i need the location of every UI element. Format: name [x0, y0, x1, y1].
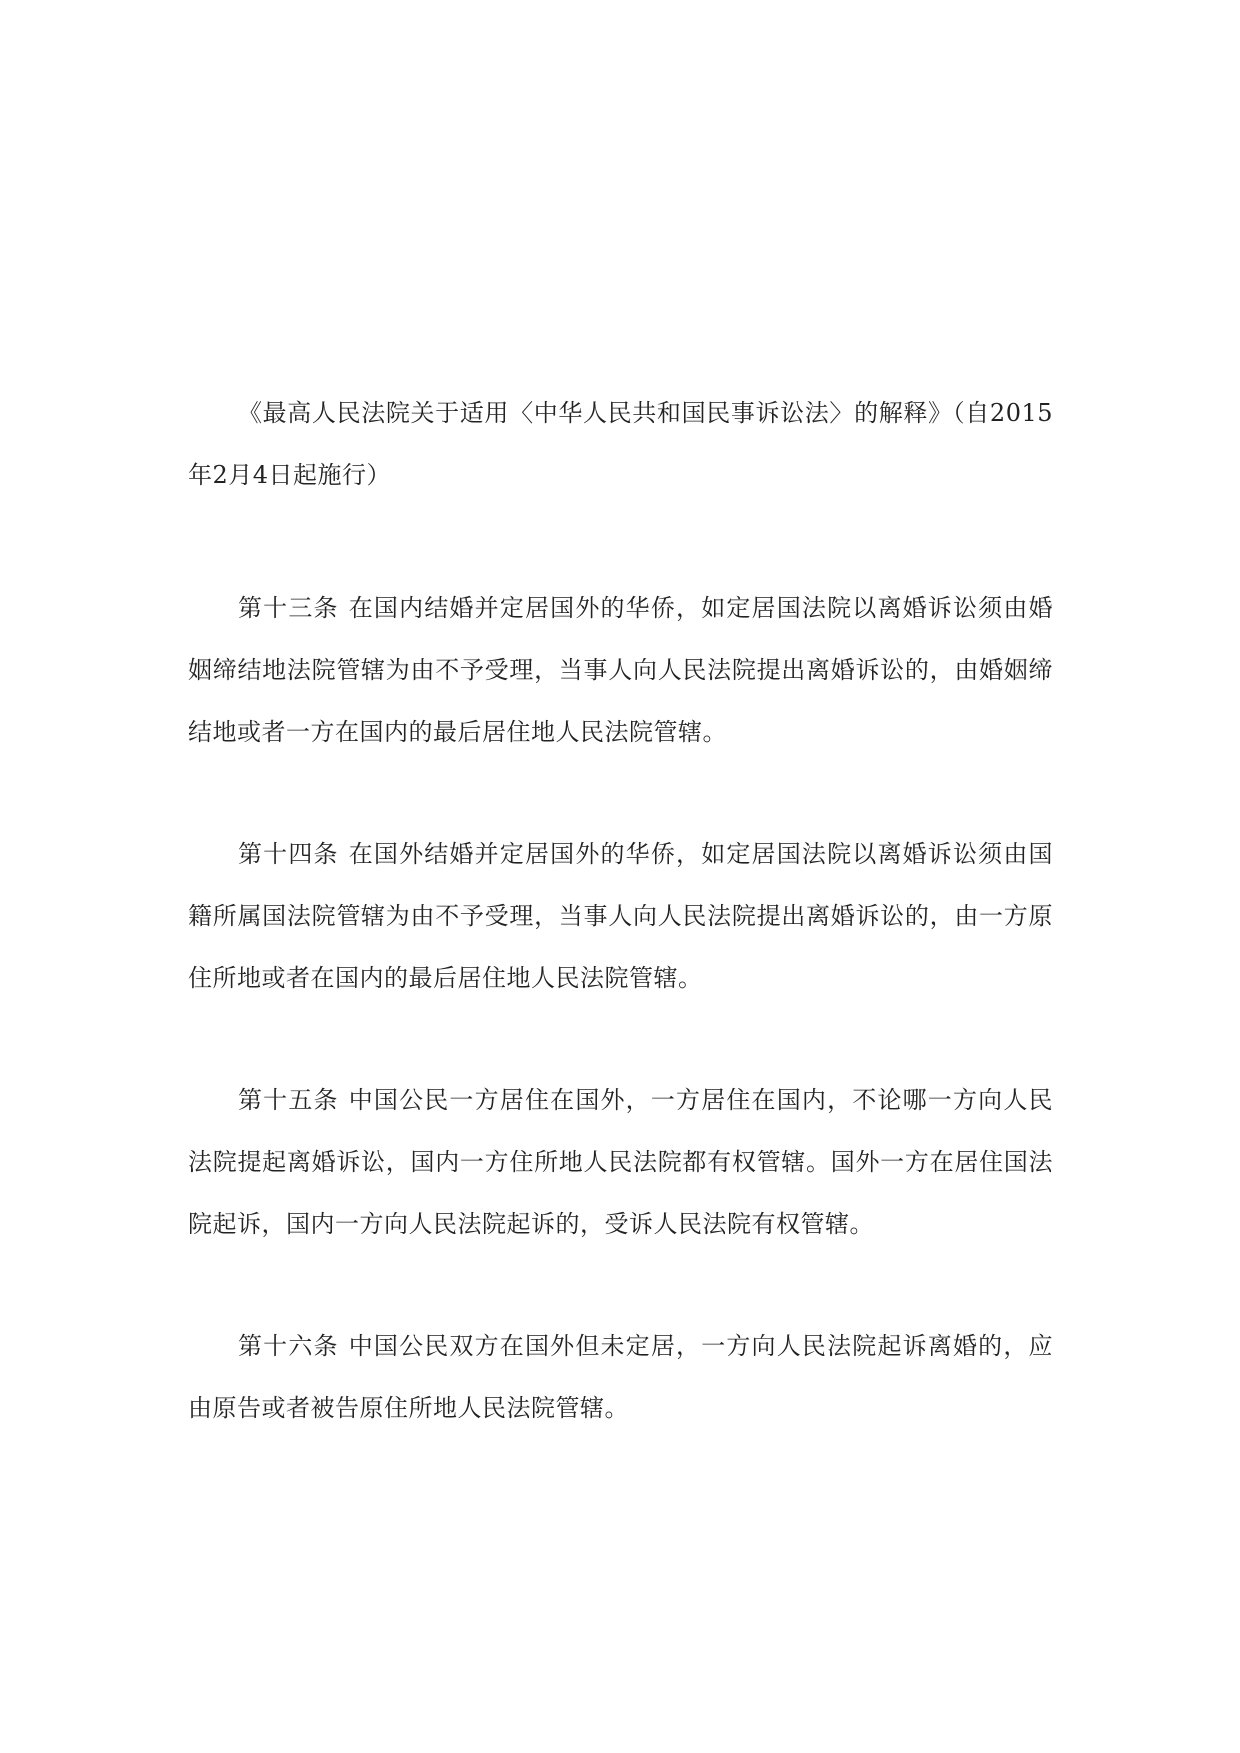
article-text: 在国内结婚并定居国外的华侨，如定居国法院以离婚诉讼须由婚姻缔结地法院管辖为由不予受理，当事人向人民法院提出离婚诉讼的，由婚姻缔结地或者一方在国内的最后居住地人民法院管辖。	[188, 594, 1054, 746]
article-text: 中国公民一方居住在国外，一方居住在国内，不论哪一方向人民法院提起离婚诉讼，国内一方住所地人民法院都有权管辖。国外一方在居住国法院起诉，国内一方向人民法院起诉的，受诉人民法院有权管辖。	[188, 1086, 1054, 1238]
article-number: 第十四条	[238, 840, 339, 868]
article-number: 第十五条	[238, 1086, 339, 1114]
article-16	[188, 1315, 1053, 1439]
article-13	[188, 577, 1053, 763]
article-15	[188, 1069, 1053, 1255]
article-14	[188, 823, 1053, 1009]
article-text: 在国外结婚并定居国外的华侨，如定居国法院以离婚诉讼须由国籍所属国法院管辖为由不予受理，当事人向人民法院提出离婚诉讼的，由一方原住所地或者在国内的最后居住地人民法院管辖。	[188, 840, 1054, 992]
document-title: 《最高人民法院关于适用〈中华人民共和国民事诉讼法〉的解释》（自2015年2月4日起施行）	[188, 399, 1053, 489]
article-text: 中国公民双方在国外但未定居，一方向人民法院起诉离婚的，应由原告或者被告原住所地人民法院管辖。	[188, 1332, 1054, 1422]
article-number: 第十六条	[238, 1332, 339, 1360]
article-number: 第十三条	[238, 594, 339, 622]
